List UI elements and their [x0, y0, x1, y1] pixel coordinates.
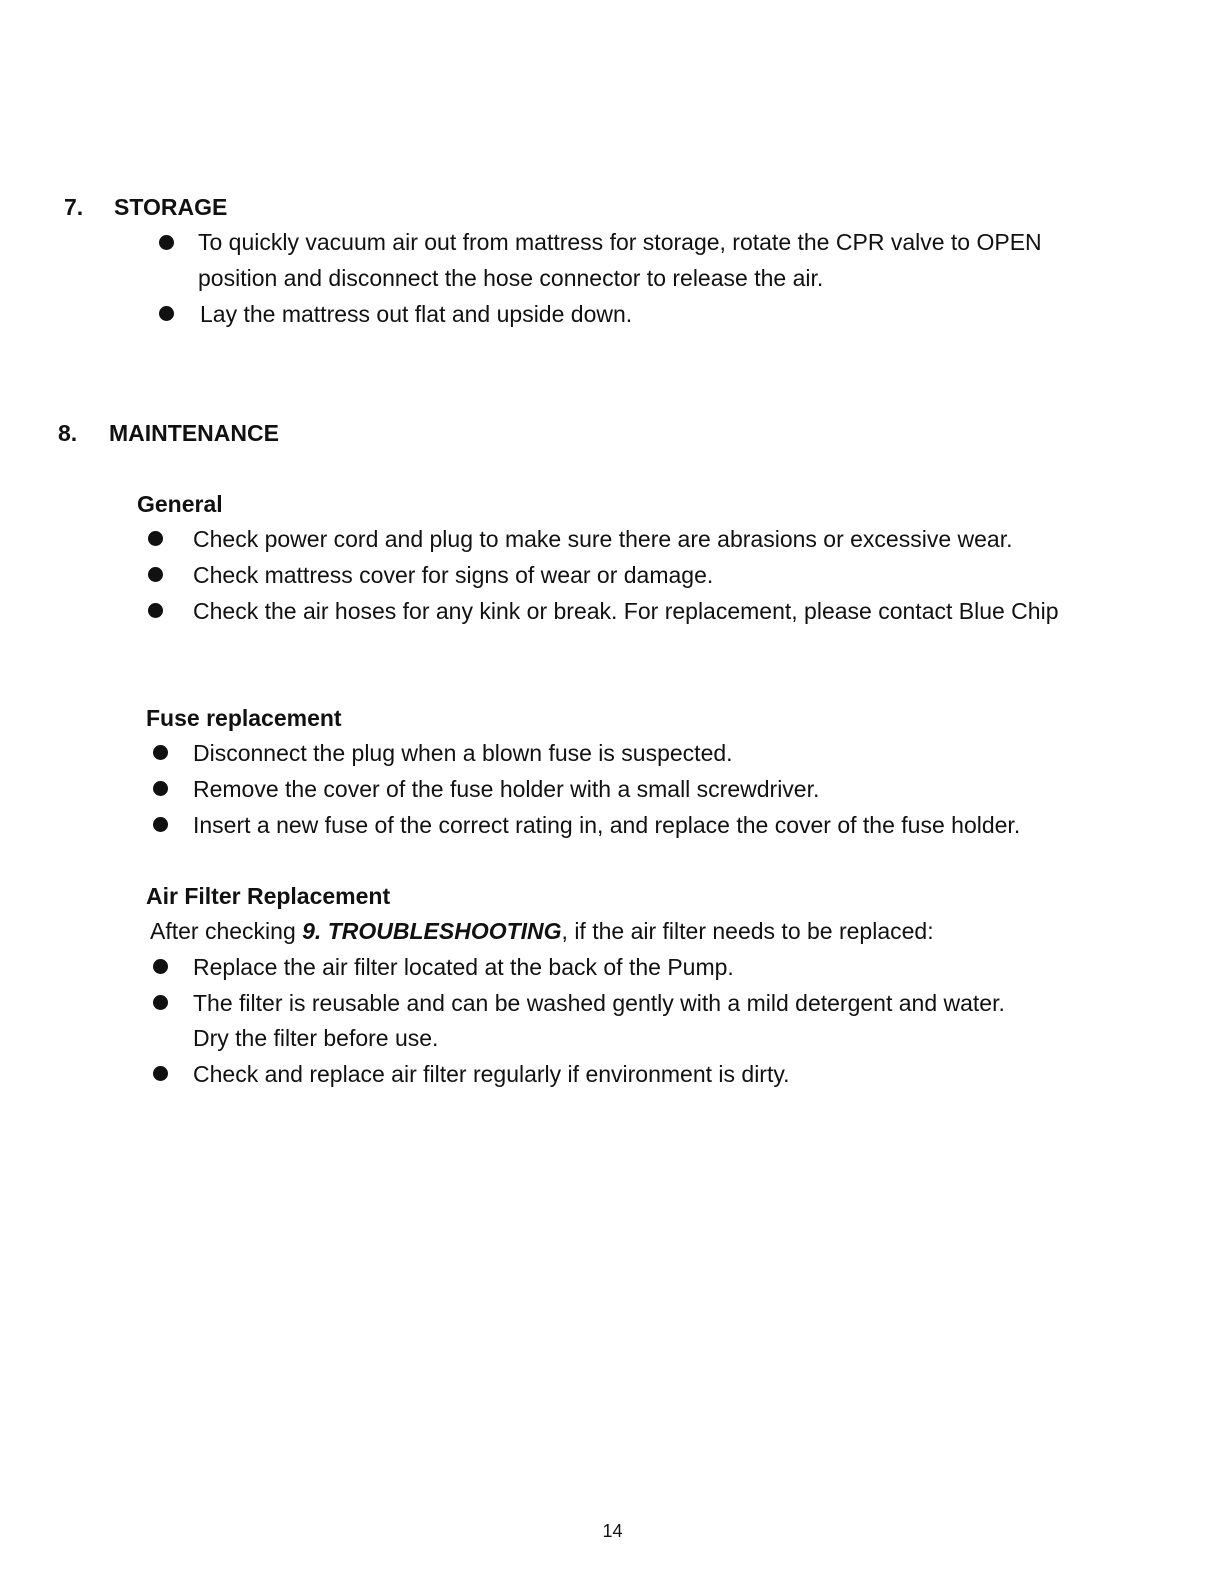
air-filter-intro-before: After checking: [150, 918, 303, 944]
subheading-air-filter-replacement: Air Filter Replacement: [146, 883, 391, 909]
page-number: 14: [602, 1521, 623, 1541]
bullet-icon: [153, 817, 168, 832]
bullet-icon: [153, 1066, 168, 1081]
section-number: 8.: [58, 420, 78, 446]
bullet-icon: [148, 603, 163, 618]
storage-bullet-1-line-1: To quickly vacuum air out from mattress for storage, rotate the CPR valve to OPEN: [198, 229, 1042, 255]
general-bullet-2: Check mattress cover for signs of wear or damage.: [193, 562, 714, 588]
bullet-icon: [148, 567, 163, 582]
section-title: STORAGE: [114, 194, 228, 220]
section-number: 7.: [64, 194, 84, 220]
troubleshooting-reference: 9. TROUBLESHOOTING: [302, 918, 562, 944]
fuse-bullet-3: Insert a new fuse of the correct rating in, and replace the cover of the fuse holder.: [193, 812, 1021, 838]
subheading-general: General: [137, 491, 223, 517]
air-filter-intro: [150, 913, 934, 949]
storage-bullet-1-line-2: position and disconnect the hose connector to release the air.: [198, 265, 824, 291]
bullet-icon: [153, 745, 168, 760]
general-bullet-1: Check power cord and plug to make sure there are abrasions or excessive wear.: [193, 526, 1013, 552]
general-bullet-3: Check the air hoses for any kink or break. For replacement, please contact Blue Chip: [193, 598, 1059, 624]
bullet-icon: [159, 306, 174, 321]
air-filter-bullet-1: Replace the air filter located at the back of the Pump.: [193, 954, 734, 980]
air-filter-bullet-2-line-1: The filter is reusable and can be washed gently with a mild detergent and water.: [193, 990, 1005, 1016]
storage-bullet-2: Lay the mattress out flat and upside down.: [200, 301, 633, 327]
air-filter-bullet-2-line-2: Dry the filter before use.: [193, 1025, 439, 1051]
bullet-icon: [159, 235, 174, 250]
subheading-fuse-replacement: Fuse replacement: [146, 705, 342, 731]
fuse-bullet-2: Remove the cover of the fuse holder with a small screwdriver.: [193, 776, 820, 802]
bullet-icon: [153, 995, 168, 1010]
air-filter-bullet-3: Check and replace air filter regularly if environment is dirty.: [193, 1061, 790, 1087]
section-heading-maintenance: [58, 419, 279, 447]
air-filter-intro-after: , if the air filter needs to be replaced:: [561, 918, 934, 944]
section-title: MAINTENANCE: [109, 420, 279, 446]
section-heading-storage: [64, 193, 227, 221]
bullet-icon: [153, 781, 168, 796]
bullet-icon: [153, 959, 168, 974]
bullet-icon: [148, 531, 163, 546]
fuse-bullet-1: Disconnect the plug when a blown fuse is suspected.: [193, 740, 733, 766]
